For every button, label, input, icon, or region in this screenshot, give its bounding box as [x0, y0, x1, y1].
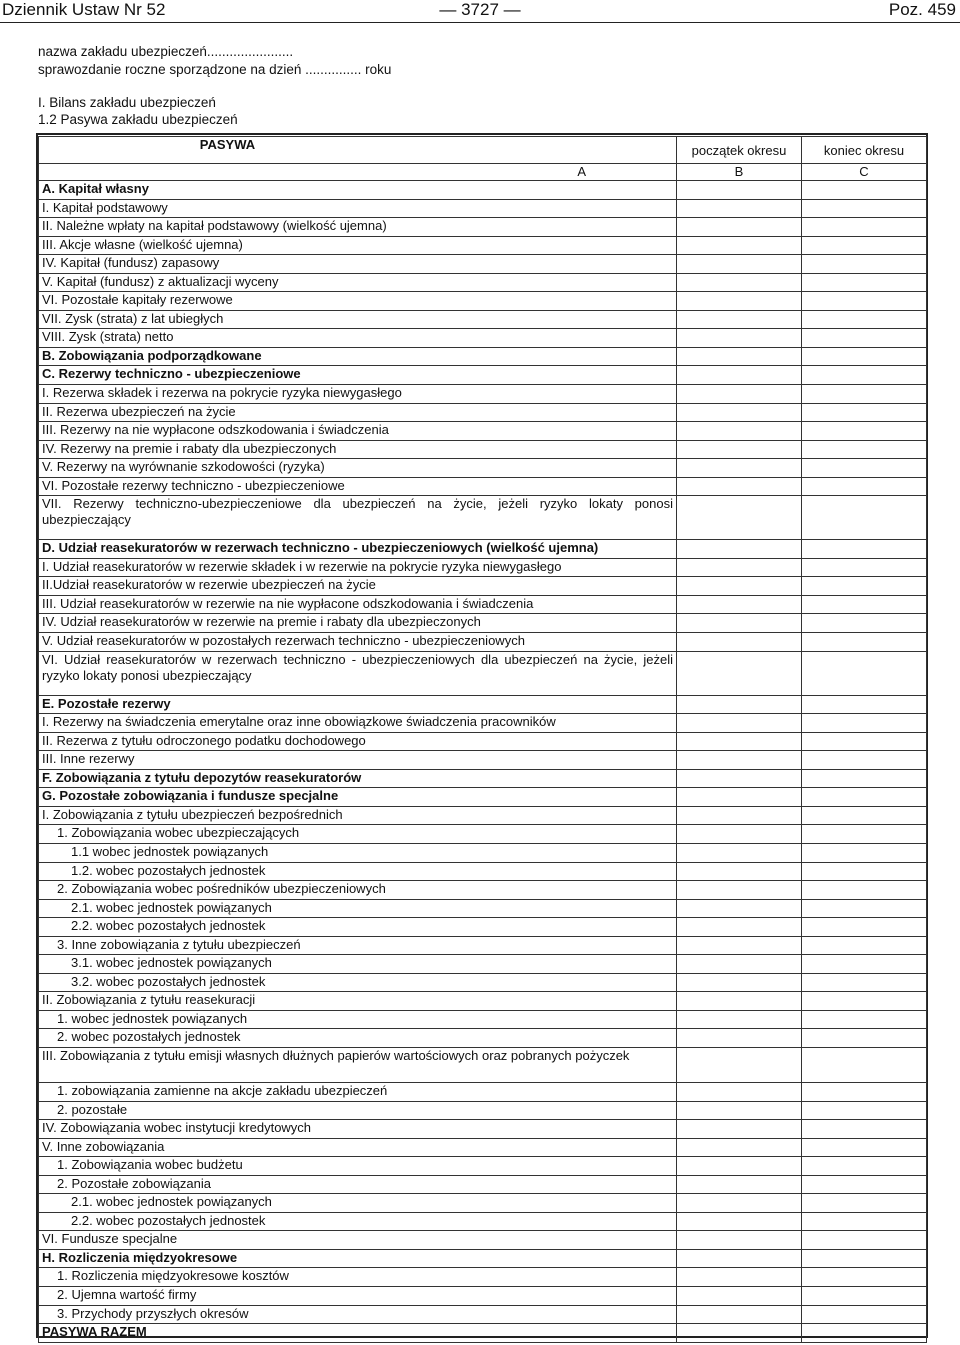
value-cell-end	[802, 236, 927, 255]
page-number: — 3727 —	[439, 0, 521, 19]
table-header-row	[39, 137, 927, 164]
row-label: II. Zobowiązania z tytułu reasekuracji	[39, 992, 677, 1011]
value-cell-end	[802, 310, 927, 329]
row-label: 1.2. wobec pozostałych jednostek	[39, 862, 677, 881]
row-label: II. Rezerwa ubezpieczeń na życie	[39, 403, 677, 422]
value-cell-start	[677, 769, 802, 788]
value-cell-end	[802, 1029, 927, 1048]
value-cell-start	[677, 695, 802, 714]
row-label: I. Rezerwa składek i rezerwa na pokrycie ryzyka niewygasłego	[39, 385, 677, 404]
value-cell-end	[802, 1101, 927, 1120]
table-row	[39, 440, 927, 459]
value-cell-start	[677, 1082, 802, 1101]
value-cell-start	[677, 255, 802, 274]
value-cell-start	[677, 751, 802, 770]
liabilities-table	[38, 136, 927, 1343]
table-row	[39, 806, 927, 825]
value-cell-end	[802, 714, 927, 733]
table-row	[39, 751, 927, 770]
row-label: II.Udział reasekuratorów w rezerwie ubezpieczeń na życie	[39, 577, 677, 596]
table-row	[39, 918, 927, 937]
row-label: VI. Fundusze specjalne	[39, 1231, 677, 1250]
table-row	[39, 595, 927, 614]
value-cell-start	[677, 899, 802, 918]
row-label: PASYWA RAZEM	[39, 1324, 677, 1343]
row-label: IV. Rezerwy na premie i rabaty dla ubezpieczonych	[39, 440, 677, 459]
table-row	[39, 292, 927, 311]
value-cell-start	[677, 422, 802, 441]
value-cell-start	[677, 273, 802, 292]
value-cell-end	[802, 1175, 927, 1194]
row-label: C. Rezerwy techniczno - ubezpieczeniowe	[39, 366, 677, 385]
table-row	[39, 1175, 927, 1194]
row-label: 2. Ujemna wartość firmy	[39, 1286, 677, 1305]
value-cell-end	[802, 732, 927, 751]
value-cell-end	[802, 496, 927, 540]
value-cell-end	[802, 614, 927, 633]
table-row	[39, 1324, 927, 1343]
value-cell-start	[677, 218, 802, 237]
value-cell-start	[677, 459, 802, 478]
row-label: 2.1. wobec jednostek powiązanych	[39, 1194, 677, 1213]
value-cell-end	[802, 558, 927, 577]
row-label: 2.2. wobec pozostałych jednostek	[39, 918, 677, 937]
value-cell-start	[677, 310, 802, 329]
table-row	[39, 955, 927, 974]
value-cell-start	[677, 1194, 802, 1213]
value-cell-start	[677, 1305, 802, 1324]
value-cell-end	[802, 459, 927, 478]
table-row	[39, 199, 927, 218]
value-cell-end	[802, 695, 927, 714]
value-cell-start	[677, 1231, 802, 1250]
value-cell-end	[802, 347, 927, 366]
value-cell-end	[802, 769, 927, 788]
value-cell-start	[677, 955, 802, 974]
row-label: I. Udział reasekuratorów w rezerwie składek i w rezerwie na pokrycie ryzyka niewygasłego	[39, 558, 677, 577]
value-cell-end	[802, 806, 927, 825]
column-letter-a: A	[39, 164, 677, 181]
value-cell-start	[677, 1101, 802, 1120]
table-row	[39, 1305, 927, 1324]
value-cell-start	[677, 732, 802, 751]
position-number: Poz. 459	[888, 0, 956, 19]
column-letter-c: C	[802, 164, 927, 181]
table-row	[39, 1010, 927, 1029]
value-cell-end	[802, 403, 927, 422]
row-label: VI. Pozostałe kapitały rezerwowe	[39, 292, 677, 311]
value-cell-end	[802, 422, 927, 441]
value-cell-end	[802, 273, 927, 292]
row-label: III. Udział reasekuratorów w rezerwie na nie wypłacone odszkodowania i świadczenia	[39, 595, 677, 614]
row-label: 1. Rozliczenia międzyokresowe kosztów	[39, 1268, 677, 1287]
table-row	[39, 329, 927, 348]
value-cell-end	[802, 1286, 927, 1305]
table-row	[39, 973, 927, 992]
value-cell-start	[677, 1120, 802, 1139]
table-row	[39, 577, 927, 596]
journal-title: Dziennik Ustaw Nr 52	[2, 0, 166, 19]
value-cell-end	[802, 329, 927, 348]
row-label: 3.2. wobec pozostałych jednostek	[39, 973, 677, 992]
value-cell-start	[677, 714, 802, 733]
value-cell-start	[677, 329, 802, 348]
row-label: 3.1. wobec jednostek powiązanych	[39, 955, 677, 974]
row-label: H. Rozliczenia międzyokresowe	[39, 1249, 677, 1268]
table-row	[39, 255, 927, 274]
row-label: VI. Udział reasekuratorów w rezerwach techniczno - ubezpieczeniowych dla ubezpieczeń na życie, jeżeli ryzyko lokaty ponosi ubezpieczający	[39, 651, 677, 695]
value-cell-start	[677, 558, 802, 577]
value-cell-start	[677, 1010, 802, 1029]
table-row	[39, 1120, 927, 1139]
value-cell-start	[677, 181, 802, 200]
value-cell-end	[802, 1194, 927, 1213]
row-label: IV. Kapitał (fundusz) zapasowy	[39, 255, 677, 274]
row-label: D. Udział reasekuratorów w rezerwach techniczno - ubezpieczeniowych (wielkość ujemna)	[39, 540, 677, 559]
value-cell-start	[677, 633, 802, 652]
row-label: I. Kapitał podstawowy	[39, 199, 677, 218]
row-label: V. Kapitał (fundusz) z aktualizacji wyceny	[39, 273, 677, 292]
value-cell-end	[802, 577, 927, 596]
value-cell-start	[677, 292, 802, 311]
value-cell-start	[677, 540, 802, 559]
value-cell-end	[802, 918, 927, 937]
table-row	[39, 236, 927, 255]
value-cell-start	[677, 1138, 802, 1157]
row-label: 2.1. wobec jednostek powiązanych	[39, 899, 677, 918]
table-row	[39, 825, 927, 844]
value-cell-start	[677, 918, 802, 937]
row-label: 3. Przychody przyszłych okresów	[39, 1305, 677, 1324]
value-cell-end	[802, 1120, 927, 1139]
value-cell-end	[802, 751, 927, 770]
table-row	[39, 1286, 927, 1305]
row-label: 2. Zobowiązania wobec pośredników ubezpieczeniowych	[39, 881, 677, 900]
subsection-title: 1.2 Pasywa zakładu ubezpieczeń	[38, 112, 238, 127]
table-row	[39, 1231, 927, 1250]
table-row	[39, 881, 927, 900]
table-row	[39, 1101, 927, 1120]
table-row	[39, 273, 927, 292]
value-cell-end	[802, 366, 927, 385]
value-cell-end	[802, 843, 927, 862]
table-row	[39, 477, 927, 496]
row-label: VIII. Zysk (strata) netto	[39, 329, 677, 348]
value-cell-end	[802, 540, 927, 559]
value-cell-start	[677, 577, 802, 596]
row-label: 1. wobec jednostek powiązanych	[39, 1010, 677, 1029]
table-row	[39, 862, 927, 881]
value-cell-start	[677, 806, 802, 825]
value-cell-start	[677, 1157, 802, 1176]
value-cell-end	[802, 440, 927, 459]
value-cell-end	[802, 1138, 927, 1157]
page-header	[0, 0, 960, 23]
table-row	[39, 422, 927, 441]
value-cell-end	[802, 936, 927, 955]
table-row	[39, 181, 927, 200]
column-letter-b: B	[677, 164, 802, 181]
row-label: I. Zobowiązania z tytułu ubezpieczeń bezpośrednich	[39, 806, 677, 825]
table-row	[39, 788, 927, 807]
column-header-pasywa: PASYWA	[39, 137, 677, 164]
value-cell-start	[677, 595, 802, 614]
value-cell-end	[802, 973, 927, 992]
value-cell-end	[802, 788, 927, 807]
row-label: 2. pozostałe	[39, 1101, 677, 1120]
value-cell-start	[677, 477, 802, 496]
value-cell-end	[802, 1305, 927, 1324]
value-cell-start	[677, 347, 802, 366]
row-label: 1. Zobowiązania wobec budżetu	[39, 1157, 677, 1176]
row-label: A. Kapitał własny	[39, 181, 677, 200]
table-row	[39, 936, 927, 955]
table-row	[39, 769, 927, 788]
value-cell-start	[677, 1249, 802, 1268]
row-label: III. Rezerwy na nie wypłacone odszkodowania i świadczenia	[39, 422, 677, 441]
table-row	[39, 695, 927, 714]
table-row	[39, 558, 927, 577]
table-row	[39, 403, 927, 422]
row-label: 3. Inne zobowiązania z tytułu ubezpieczeń	[39, 936, 677, 955]
value-cell-end	[802, 1212, 927, 1231]
value-cell-end	[802, 825, 927, 844]
table-row	[39, 385, 927, 404]
table-row	[39, 1138, 927, 1157]
value-cell-start	[677, 1268, 802, 1287]
table-row	[39, 651, 927, 695]
value-cell-start	[677, 825, 802, 844]
value-cell-start	[677, 1029, 802, 1048]
value-cell-end	[802, 633, 927, 652]
value-cell-start	[677, 1175, 802, 1194]
value-cell-end	[802, 595, 927, 614]
value-cell-end	[802, 181, 927, 200]
value-cell-end	[802, 1249, 927, 1268]
table-row	[39, 1082, 927, 1101]
column-header-start: początek okresu	[677, 137, 802, 164]
value-cell-start	[677, 1324, 802, 1343]
row-label: III. Zobowiązania z tytułu emisji własnych dłużnych papierów wartościowych oraz pobranych pożyczek	[39, 1047, 677, 1082]
row-label: 1. Zobowiązania wobec ubezpieczających	[39, 825, 677, 844]
value-cell-end	[802, 385, 927, 404]
value-cell-start	[677, 614, 802, 633]
value-cell-start	[677, 992, 802, 1011]
row-label: VII. Zysk (strata) z lat ubiegłych	[39, 310, 677, 329]
table-row	[39, 843, 927, 862]
row-label: II. Należne wpłaty na kapitał podstawowy (wielkość ujemna)	[39, 218, 677, 237]
value-cell-start	[677, 973, 802, 992]
value-cell-end	[802, 992, 927, 1011]
row-label: 1. zobowiązania zamienne na akcje zakładu ubezpieczeń	[39, 1082, 677, 1101]
row-label: 2. wobec pozostałych jednostek	[39, 1029, 677, 1048]
value-cell-start	[677, 862, 802, 881]
table-row	[39, 496, 927, 540]
table-row	[39, 540, 927, 559]
row-label: 1.1 wobec jednostek powiązanych	[39, 843, 677, 862]
value-cell-end	[802, 862, 927, 881]
value-cell-start	[677, 385, 802, 404]
section-title: I. Bilans zakładu ubezpieczeń	[38, 95, 216, 110]
value-cell-start	[677, 651, 802, 695]
table-row	[39, 1157, 927, 1176]
value-cell-start	[677, 1047, 802, 1082]
value-cell-end	[802, 1082, 927, 1101]
value-cell-end	[802, 292, 927, 311]
table-row	[39, 714, 927, 733]
row-label: IV. Zobowiązania wobec instytucji kredytowych	[39, 1120, 677, 1139]
value-cell-start	[677, 440, 802, 459]
row-label: B. Zobowiązania podporządkowane	[39, 347, 677, 366]
value-cell-end	[802, 477, 927, 496]
table-row	[39, 1212, 927, 1231]
table-row	[39, 366, 927, 385]
value-cell-start	[677, 366, 802, 385]
value-cell-end	[802, 1010, 927, 1029]
row-label: V. Rezerwy na wyrównanie szkodowości (ryzyka)	[39, 459, 677, 478]
row-label: III. Akcje własne (wielkość ujemna)	[39, 236, 677, 255]
value-cell-end	[802, 955, 927, 974]
row-label: I. Rezerwy na świadczenia emerytalne oraz inne obowiązkowe świadczenia pracowników	[39, 714, 677, 733]
table-row	[39, 1194, 927, 1213]
row-label: VII. Rezerwy techniczno-ubezpieczeniowe dla ubezpieczeń na życie, jeżeli ryzyko lokaty ponosi ubezpieczający	[39, 496, 677, 540]
value-cell-start	[677, 403, 802, 422]
table-row	[39, 218, 927, 237]
value-cell-start	[677, 236, 802, 255]
value-cell-start	[677, 1286, 802, 1305]
table-row	[39, 732, 927, 751]
column-letters-row	[39, 164, 927, 181]
row-label: V. Udział reasekuratorów w pozostałych rezerwach techniczno - ubezpieczeniowych	[39, 633, 677, 652]
value-cell-end	[802, 1268, 927, 1287]
value-cell-start	[677, 1212, 802, 1231]
table-row	[39, 633, 927, 652]
row-label: F. Zobowiązania z tytułu depozytów reasekuratorów	[39, 769, 677, 788]
value-cell-end	[802, 1231, 927, 1250]
row-label: 2.2. wobec pozostałych jednostek	[39, 1212, 677, 1231]
table-row	[39, 899, 927, 918]
value-cell-end	[802, 1324, 927, 1343]
value-cell-end	[802, 255, 927, 274]
table-row	[39, 347, 927, 366]
value-cell-end	[802, 881, 927, 900]
table-row	[39, 1268, 927, 1287]
value-cell-start	[677, 788, 802, 807]
value-cell-start	[677, 496, 802, 540]
row-label: G. Pozostałe zobowiązania i fundusze specjalne	[39, 788, 677, 807]
row-label: VI. Pozostałe rezerwy techniczno - ubezpieczeniowe	[39, 477, 677, 496]
row-label: V. Inne zobowiązania	[39, 1138, 677, 1157]
table-row	[39, 992, 927, 1011]
report-date-line: sprawozdanie roczne sporządzone na dzień ............... roku	[38, 62, 392, 77]
table-row	[39, 1029, 927, 1048]
value-cell-start	[677, 936, 802, 955]
value-cell-end	[802, 899, 927, 918]
row-label: 2. Pozostałe zobowiązania	[39, 1175, 677, 1194]
value-cell-start	[677, 843, 802, 862]
row-label: IV. Udział reasekuratorów w rezerwie na premie i rabaty dla ubezpieczonych	[39, 614, 677, 633]
value-cell-end	[802, 218, 927, 237]
value-cell-end	[802, 199, 927, 218]
table-row	[39, 1249, 927, 1268]
value-cell-end	[802, 1047, 927, 1082]
table-row	[39, 459, 927, 478]
row-label: III. Inne rezerwy	[39, 751, 677, 770]
insurer-name-line: nazwa zakładu ubezpieczeń.......................	[38, 44, 294, 59]
value-cell-end	[802, 1157, 927, 1176]
table-row	[39, 1047, 927, 1082]
row-label: E. Pozostałe rezerwy	[39, 695, 677, 714]
column-header-end: koniec okresu	[802, 137, 927, 164]
table-row	[39, 614, 927, 633]
value-cell-end	[802, 651, 927, 695]
value-cell-start	[677, 881, 802, 900]
value-cell-start	[677, 199, 802, 218]
row-label: II. Rezerwa z tytułu odroczonego podatku dochodowego	[39, 732, 677, 751]
table-row	[39, 310, 927, 329]
